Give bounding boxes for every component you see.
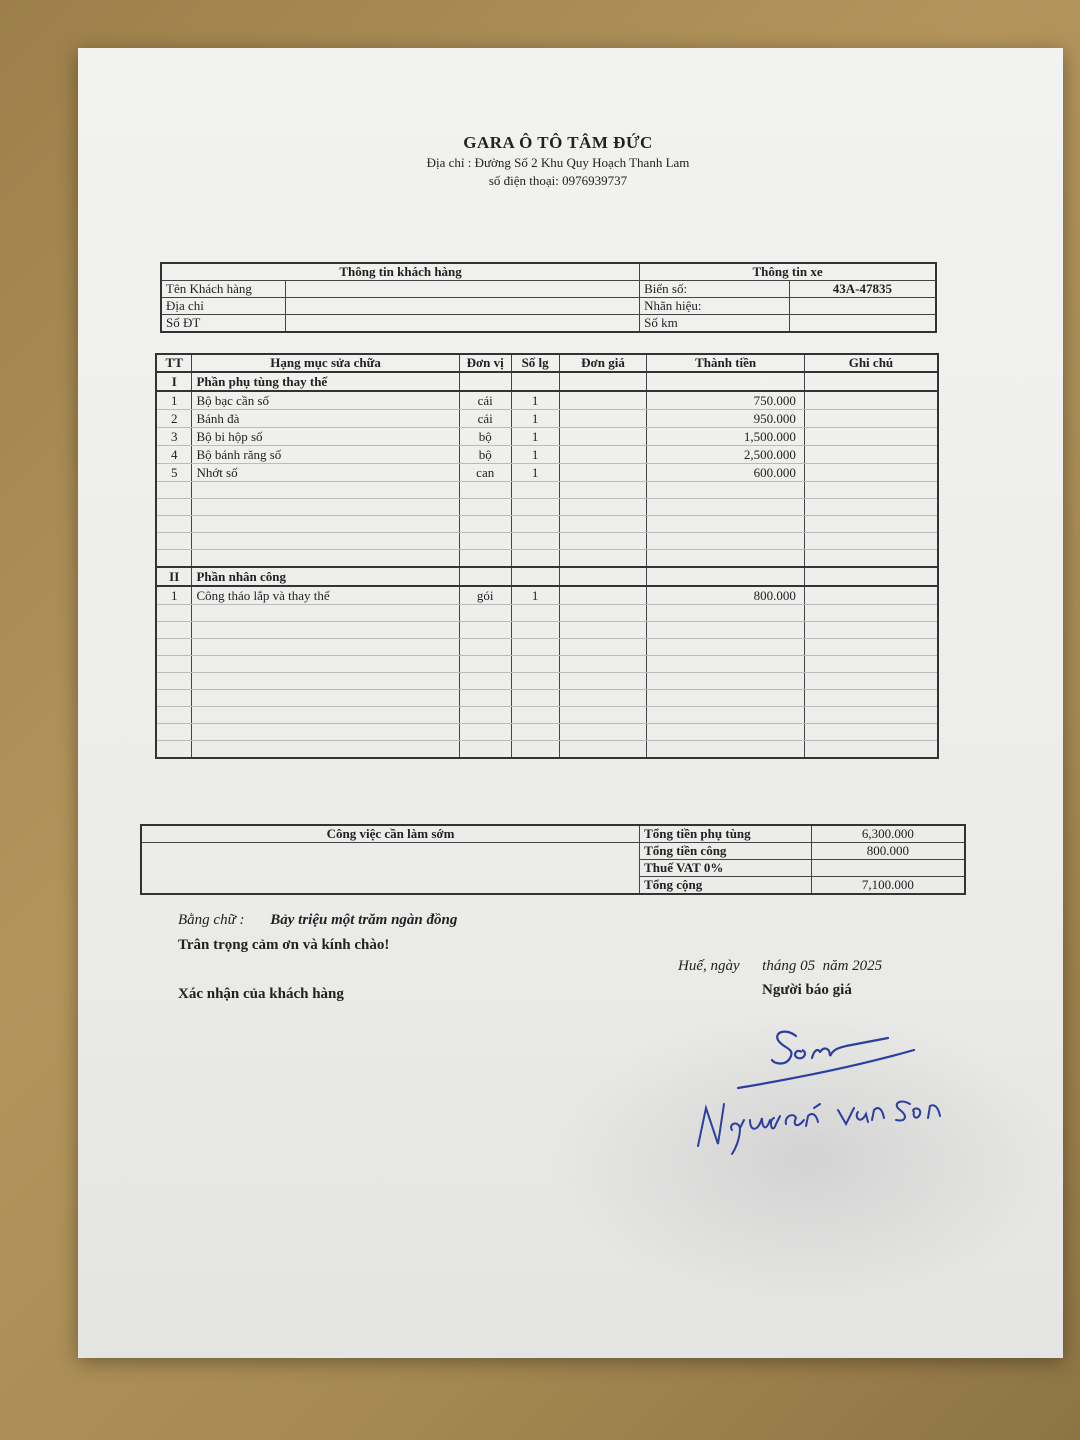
vat-value bbox=[811, 860, 965, 877]
parts-total-value: 6,300.000 bbox=[811, 825, 965, 843]
row-unit: cái bbox=[459, 410, 511, 428]
customer-info-header: Thông tin khách hàng bbox=[161, 263, 640, 281]
grand-total-value: 7,100.000 bbox=[811, 877, 965, 895]
handwritten-signature bbox=[678, 1008, 998, 1158]
col-header-amount: Thành tiền bbox=[647, 354, 805, 372]
row-amount: 2,500.000 bbox=[647, 446, 805, 464]
section-no: I bbox=[156, 372, 192, 391]
row-unit: bộ bbox=[459, 428, 511, 446]
customer-confirmation: Xác nhận của khách hàng bbox=[178, 986, 344, 1002]
totals-summary bbox=[140, 824, 966, 895]
empty-row bbox=[156, 533, 938, 550]
empty-row bbox=[156, 639, 938, 656]
row-no: 3 bbox=[156, 428, 192, 446]
empty-row bbox=[156, 673, 938, 690]
labor-total-value: 800.000 bbox=[811, 843, 965, 860]
row-item: Bộ bạc cần số bbox=[192, 391, 459, 410]
empty-row bbox=[156, 605, 938, 622]
row-unit: bộ bbox=[459, 446, 511, 464]
section-labor bbox=[156, 567, 938, 586]
empty-row bbox=[156, 690, 938, 707]
customer-name-label: Tên Khách hàng bbox=[161, 281, 286, 298]
row-item: Bánh đà bbox=[192, 410, 459, 428]
empty-row bbox=[156, 741, 938, 759]
garage-phone: số điện thoại: 0976939737 bbox=[488, 173, 628, 188]
plate-label: Biển số: bbox=[640, 281, 790, 298]
empty-row bbox=[156, 724, 938, 741]
document-header bbox=[78, 133, 1038, 189]
section-parts bbox=[156, 372, 938, 391]
row-qty: 1 bbox=[511, 428, 559, 446]
table-row bbox=[156, 446, 938, 464]
row-no: 1 bbox=[156, 391, 192, 410]
reporter-label: Người báo giá bbox=[762, 982, 852, 998]
row-amount: 1,500.000 bbox=[647, 428, 805, 446]
address-label: Địa chỉ bbox=[161, 298, 286, 315]
row-item: Bộ bánh răng số bbox=[192, 446, 459, 464]
brand-value bbox=[789, 298, 936, 315]
row-qty: 1 bbox=[511, 391, 559, 410]
customer-vehicle-info bbox=[160, 262, 937, 333]
row-unit: cái bbox=[459, 391, 511, 410]
grand-total-label: Tổng cộng bbox=[640, 877, 812, 895]
section-title: Phần phụ tùng thay thế bbox=[192, 372, 459, 391]
empty-row bbox=[156, 499, 938, 516]
col-header-note: Ghi chú bbox=[804, 354, 938, 372]
table-row bbox=[156, 428, 938, 446]
row-unit: gói bbox=[459, 586, 511, 605]
col-header-item: Hạng mục sửa chữa bbox=[192, 354, 459, 372]
row-qty: 1 bbox=[511, 446, 559, 464]
thanks-line: Trân trọng cảm ơn và kính chào! bbox=[178, 937, 390, 953]
early-work-header: Công việc cần làm sớm bbox=[141, 825, 640, 843]
empty-row bbox=[156, 482, 938, 499]
table-row bbox=[156, 464, 938, 482]
phone-value bbox=[286, 315, 640, 333]
in-words-label: Bằng chữ : bbox=[178, 912, 245, 928]
row-item: Công tháo lắp và thay thế bbox=[192, 586, 459, 605]
empty-row bbox=[156, 550, 938, 568]
garage-name: GARA Ô TÔ TÂM ĐỨC bbox=[463, 133, 653, 152]
row-qty: 1 bbox=[511, 464, 559, 482]
km-value bbox=[789, 315, 936, 333]
table-row bbox=[156, 391, 938, 410]
section-title: Phần nhân công bbox=[192, 567, 459, 586]
row-qty: 1 bbox=[511, 586, 559, 605]
repair-items-table bbox=[155, 353, 939, 759]
empty-row bbox=[156, 656, 938, 673]
amount-in-words bbox=[178, 912, 457, 929]
early-work-body bbox=[141, 843, 640, 895]
row-no: 4 bbox=[156, 446, 192, 464]
section-no: II bbox=[156, 567, 192, 586]
empty-row bbox=[156, 516, 938, 533]
date-line: Huế, ngày tháng 05 năm 2025 bbox=[678, 958, 883, 974]
table-row bbox=[156, 410, 938, 428]
parts-total-label: Tổng tiền phụ tùng bbox=[640, 825, 812, 843]
row-no: 5 bbox=[156, 464, 192, 482]
labor-total-label: Tổng tiền công bbox=[640, 843, 812, 860]
empty-row bbox=[156, 707, 938, 724]
vehicle-info-header: Thông tin xe bbox=[640, 263, 936, 281]
row-item: Bộ bi hộp số bbox=[192, 428, 459, 446]
row-qty: 1 bbox=[511, 410, 559, 428]
col-header-qty: Số lg bbox=[511, 354, 559, 372]
brand-label: Nhãn hiệu: bbox=[640, 298, 790, 315]
empty-row bbox=[156, 622, 938, 639]
vat-label: Thuế VAT 0% bbox=[640, 860, 812, 877]
row-no: 1 bbox=[156, 586, 192, 605]
col-header-unit: Đơn vị bbox=[459, 354, 511, 372]
row-unit: can bbox=[459, 464, 511, 482]
col-header-unit-price: Đơn giá bbox=[559, 354, 647, 372]
quote-sheet bbox=[78, 48, 1063, 1358]
row-amount: 800.000 bbox=[647, 586, 805, 605]
garage-address: Địa chỉ : Đường Số 2 Khu Quy Hoạch Thanh Lam bbox=[426, 155, 690, 170]
customer-name-value bbox=[286, 281, 640, 298]
phone-label: Số ĐT bbox=[161, 315, 286, 333]
table-row bbox=[156, 586, 938, 605]
address-value bbox=[286, 298, 640, 315]
row-no: 2 bbox=[156, 410, 192, 428]
row-item: Nhớt số bbox=[192, 464, 459, 482]
row-amount: 950.000 bbox=[647, 410, 805, 428]
in-words-value: Bảy triệu một trăm ngàn đồng bbox=[270, 912, 458, 928]
row-amount: 750.000 bbox=[647, 391, 805, 410]
km-label: Số km bbox=[640, 315, 790, 333]
col-header-no: TT bbox=[156, 354, 192, 372]
plate-value: 43A-47835 bbox=[789, 281, 936, 298]
row-amount: 600.000 bbox=[647, 464, 805, 482]
